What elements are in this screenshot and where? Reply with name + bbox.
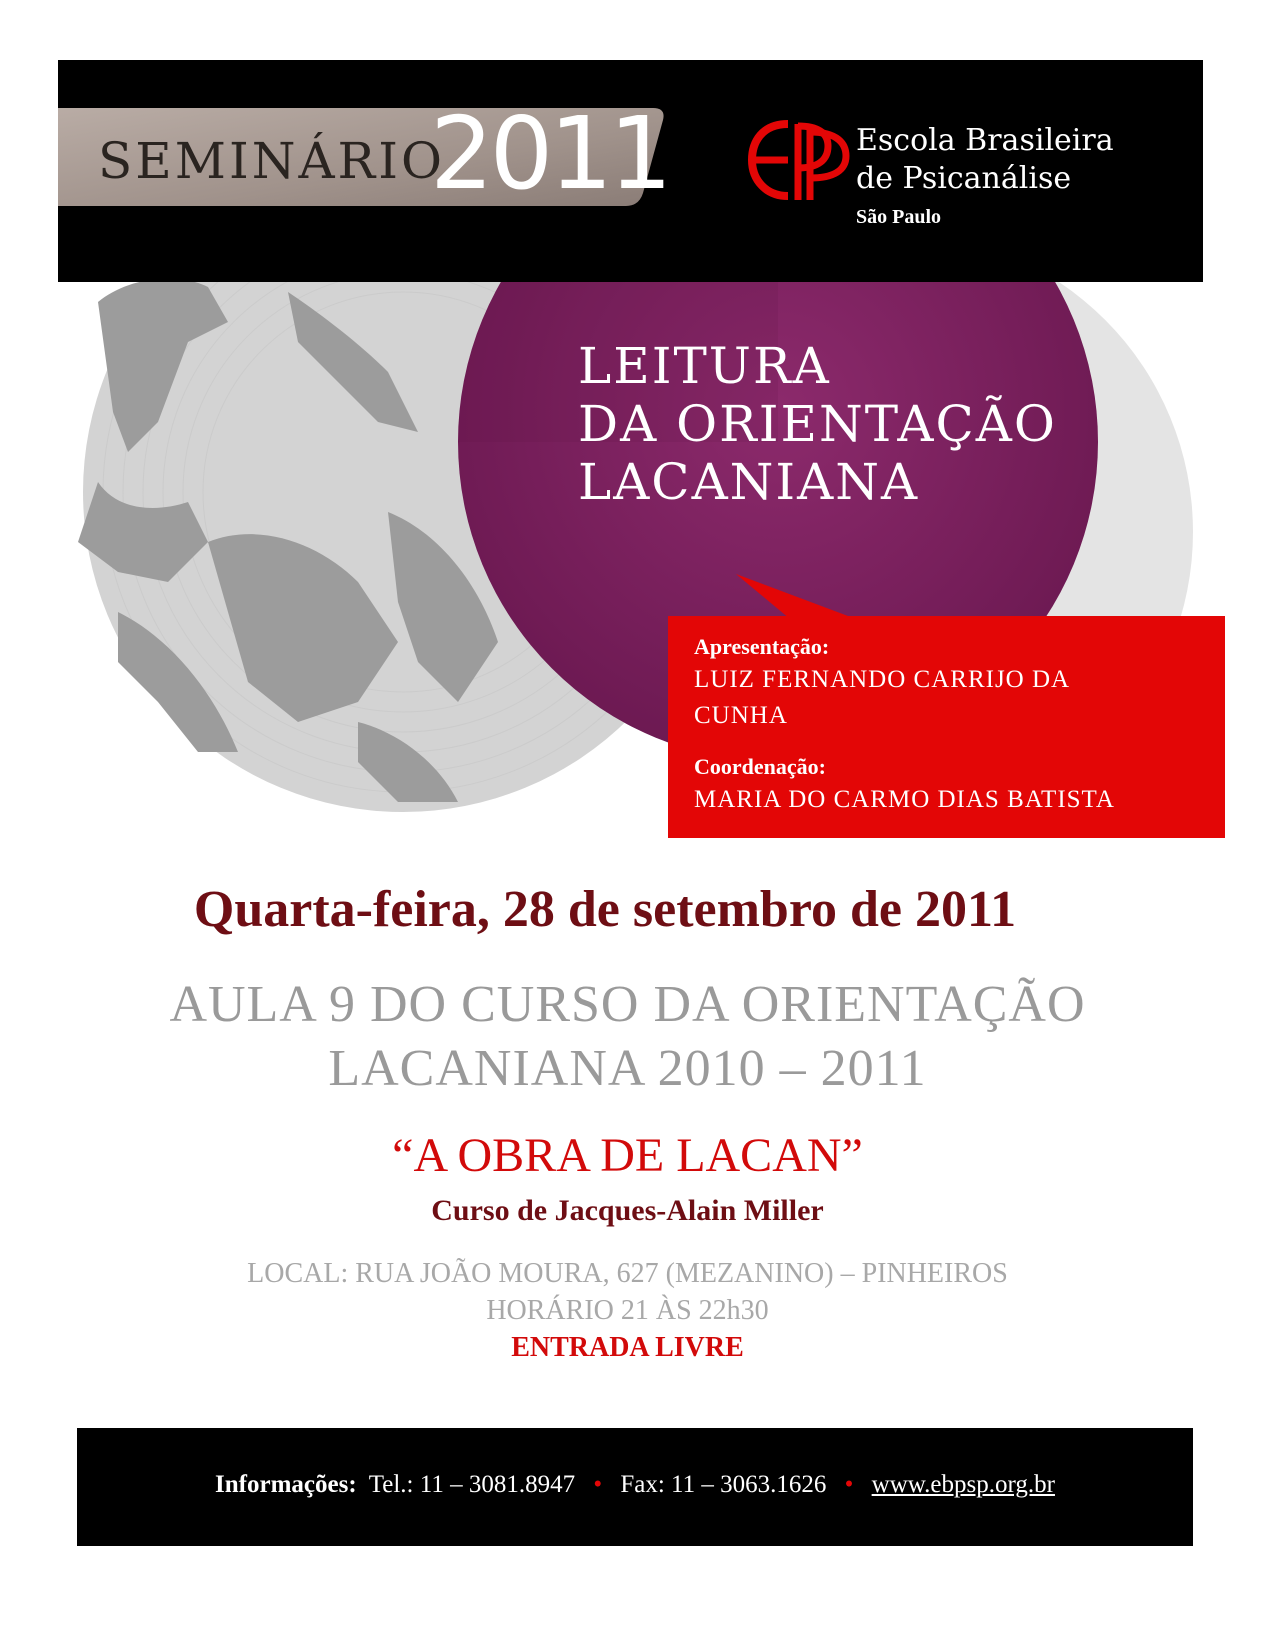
work-author: Curso de Jacques-Alain Miller (431, 1194, 824, 1227)
phone-number: Tel.: 11 – 3081.8947 (368, 1471, 576, 1498)
course-title-line2: LACANIANA 2010 – 2011 (328, 1040, 927, 1097)
credits-box (668, 616, 1225, 838)
course-title-line1: AULA 9 DO CURSO DA ORIENTAÇÃO (169, 976, 1086, 1033)
seminar-year: 2011 (430, 95, 669, 212)
school-name-line1: Escola Brasileira (856, 123, 1114, 158)
seminar-label: SEMINÁRIO (98, 132, 445, 190)
school-city: São Paulo (856, 206, 942, 228)
event-location: LOCAL: RUA JOÃO MOURA, 627 (MEZANINO) – PINHEIROS (247, 1258, 1008, 1289)
bullet-icon: • (844, 1471, 854, 1498)
header-bar (58, 60, 1203, 282)
hero-title-line1: LEITURA (578, 337, 831, 395)
info-label: Informações: (215, 1471, 357, 1498)
hero-title-line3: LACANIANA (578, 453, 920, 511)
hero-title (578, 337, 1057, 511)
event-date: Quarta-feira, 28 de setembro de 2011 (193, 881, 1017, 938)
event-schedule: HORÁRIO 21 ÀS 22h30 (486, 1295, 769, 1326)
ebp-logo-icon (748, 120, 852, 200)
presenter-name-line2: CUNHA (694, 702, 788, 729)
contact-line (77, 1471, 1193, 1499)
bullet-icon: • (593, 1471, 603, 1498)
school-name (856, 122, 1114, 198)
hero-title-line2: DA ORIENTAÇÃO (578, 395, 1057, 453)
website-link[interactable]: www.ebpsp.org.br (871, 1471, 1055, 1498)
work-title: “A OBRA DE LACAN” (392, 1129, 863, 1182)
footer-bar (77, 1428, 1193, 1546)
coordinator-name: MARIA DO CARMO DIAS BATISTA (694, 786, 1115, 813)
coordination-label: Coordenação: (694, 754, 826, 779)
school-name-line2: de Psicanálise (856, 161, 1072, 196)
fax-number: Fax: 11 – 3063.1626 (620, 1471, 827, 1498)
entry-note: ENTRADA LIVRE (511, 1332, 744, 1363)
presentation-label: Apresentação: (694, 634, 830, 659)
presenter-name-line1: LUIZ FERNANDO CARRIJO DA (694, 666, 1071, 693)
